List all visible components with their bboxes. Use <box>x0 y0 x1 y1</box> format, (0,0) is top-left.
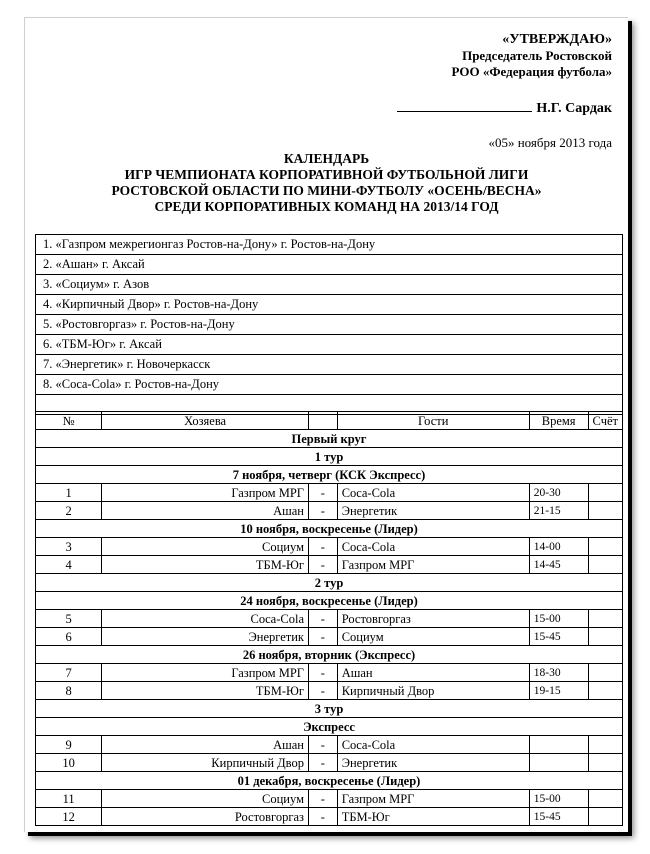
match-sep: - <box>309 610 338 628</box>
match-time: 21-15 <box>529 502 588 520</box>
match-guest: Энергетик <box>337 754 529 772</box>
match-home: Газпром МРГ <box>102 664 309 682</box>
round-label: Первый круг <box>36 430 623 448</box>
match-time <box>529 736 588 754</box>
match-guest: Газпром МРГ <box>337 556 529 574</box>
table-row <box>36 556 623 574</box>
match-sep: - <box>309 664 338 682</box>
title-line-1: КАЛЕНДАРЬ <box>283 151 370 166</box>
matchday-label: 7 ноября, четверг (КСК Экспресс) <box>36 466 623 484</box>
match-score <box>588 556 622 574</box>
title-line-2: ИГР ЧЕМПИОНАТА КОРПОРАТИВНОЙ ФУТБОЛЬНОЙ ЛИГИ <box>124 167 529 182</box>
matchday-label: 10 ноября, воскресенье (Лидер) <box>36 520 623 538</box>
teams-table <box>35 234 623 415</box>
match-sep: - <box>309 790 338 808</box>
approval-position-line2: РОО «Федерация футбола» <box>451 64 612 79</box>
match-home: Coca-Cola <box>102 610 309 628</box>
schedule-table <box>35 411 623 826</box>
table-row <box>36 664 623 682</box>
match-home: Ашан <box>102 502 309 520</box>
team-row: 3. «Социум» г. Азов <box>36 275 623 295</box>
header-sep <box>309 412 338 430</box>
team-row: 1. «Газпром межрегионгаз Ростов-на-Дону» г. Ростов-на-Дону <box>36 235 623 255</box>
match-sep: - <box>309 502 338 520</box>
table-row <box>36 538 623 556</box>
match-score <box>588 484 622 502</box>
match-guest: Социум <box>337 628 529 646</box>
table-row <box>36 736 623 754</box>
match-time: 20-30 <box>529 484 588 502</box>
matchday-label: 24 ноября, воскресенье (Лидер) <box>36 592 623 610</box>
team-row: 6. «ТБМ-Юг» г. Аксай <box>36 335 623 355</box>
match-time: 15-00 <box>529 610 588 628</box>
match-no: 1 <box>36 484 102 502</box>
match-score <box>588 502 622 520</box>
match-no: 9 <box>36 736 102 754</box>
table-row <box>36 808 623 826</box>
match-home: Ашан <box>102 736 309 754</box>
match-home: Ростовгоргаз <box>102 808 309 826</box>
match-no: 11 <box>36 790 102 808</box>
match-no: 7 <box>36 664 102 682</box>
signature-blank <box>397 97 532 112</box>
match-time <box>529 754 588 772</box>
matchday-label: 01 декабря, воскресенье (Лидер) <box>36 772 623 790</box>
table-row <box>36 610 623 628</box>
document-title <box>25 151 628 215</box>
team-row: 5. «Ростовгоргаз» г. Ростов-на-Дону <box>36 315 623 335</box>
match-score <box>588 736 622 754</box>
match-sep: - <box>309 682 338 700</box>
match-score <box>588 664 622 682</box>
signer-name: Н.Г. Сардак <box>536 101 612 116</box>
match-no: 10 <box>36 754 102 772</box>
signature-line <box>397 97 612 117</box>
match-no: 6 <box>36 628 102 646</box>
match-guest: Coca-Cola <box>337 538 529 556</box>
match-home: Социум <box>102 790 309 808</box>
table-row <box>36 628 623 646</box>
header-score: Счёт <box>588 412 622 430</box>
match-sep: - <box>309 736 338 754</box>
match-time: 15-45 <box>529 628 588 646</box>
table-row <box>36 502 623 520</box>
team-row: 7. «Энергетик» г. Новочеркасск <box>36 355 623 375</box>
title-line-3: РОСТОВСКОЙ ОБЛАСТИ ПО МИНИ-ФУТБОЛУ «ОСЕНЬ/ВЕСНА» <box>111 183 542 198</box>
team-row: 2. «Ашан» г. Аксай <box>36 255 623 275</box>
match-time: 18-30 <box>529 664 588 682</box>
match-guest: Coca-Cola <box>337 484 529 502</box>
title-line-4: СРЕДИ КОРПОРАТИВНЫХ КОМАНД НА 2013/14 ГОД <box>154 199 499 214</box>
match-sep: - <box>309 538 338 556</box>
match-score <box>588 610 622 628</box>
match-time: 14-00 <box>529 538 588 556</box>
match-score <box>588 790 622 808</box>
match-sep: - <box>309 556 338 574</box>
header-guest: Гости <box>337 412 529 430</box>
table-row <box>36 754 623 772</box>
table-row <box>36 790 623 808</box>
match-score <box>588 628 622 646</box>
approval-date: «05» ноября 2013 года <box>488 135 612 150</box>
header-no: № <box>36 412 102 430</box>
match-guest: Энергетик <box>337 502 529 520</box>
table-row <box>36 484 623 502</box>
match-score <box>588 538 622 556</box>
match-no: 12 <box>36 808 102 826</box>
match-guest: Кирпичный Двор <box>337 682 529 700</box>
match-score <box>588 682 622 700</box>
match-home: Энергетик <box>102 628 309 646</box>
match-time: 15-00 <box>529 790 588 808</box>
match-no: 8 <box>36 682 102 700</box>
match-no: 5 <box>36 610 102 628</box>
match-guest: Coca-Cola <box>337 736 529 754</box>
match-home: ТБМ-Юг <box>102 556 309 574</box>
header-home: Хозяева <box>102 412 309 430</box>
match-sep: - <box>309 628 338 646</box>
approval-block <box>452 32 612 80</box>
tour-label: 1 тур <box>36 448 623 466</box>
match-time: 14-45 <box>529 556 588 574</box>
approval-heading: «УТВЕРЖДАЮ» <box>502 32 612 47</box>
document-page <box>24 17 628 832</box>
match-guest: Ростовгоргаз <box>337 610 529 628</box>
tour-label: 3 тур <box>36 700 623 718</box>
match-no: 4 <box>36 556 102 574</box>
match-guest: ТБМ-Юг <box>337 808 529 826</box>
match-time: 15-45 <box>529 808 588 826</box>
match-home: Социум <box>102 538 309 556</box>
match-no: 2 <box>36 502 102 520</box>
header-time: Время <box>529 412 588 430</box>
match-sep: - <box>309 484 338 502</box>
tour-label: 2 тур <box>36 574 623 592</box>
match-score <box>588 754 622 772</box>
match-guest: Газпром МРГ <box>337 790 529 808</box>
match-score <box>588 808 622 826</box>
match-sep: - <box>309 808 338 826</box>
match-home: ТБМ-Юг <box>102 682 309 700</box>
matchday-label: 26 ноября, вторник (Экспресс) <box>36 646 623 664</box>
approval-position-line1: Председатель Ростовской <box>462 48 612 63</box>
match-sep: - <box>309 754 338 772</box>
match-guest: Ашан <box>337 664 529 682</box>
match-no: 3 <box>36 538 102 556</box>
team-row: 8. «Coca-Cola» г. Ростов-на-Дону <box>36 375 623 395</box>
team-row: 4. «Кирпичный Двор» г. Ростов-на-Дону <box>36 295 623 315</box>
match-home: Газпром МРГ <box>102 484 309 502</box>
match-time: 19-15 <box>529 682 588 700</box>
schedule-header-row <box>36 412 623 430</box>
match-home: Кирпичный Двор <box>102 754 309 772</box>
table-row <box>36 682 623 700</box>
matchday-label: Экспресс <box>36 718 623 736</box>
